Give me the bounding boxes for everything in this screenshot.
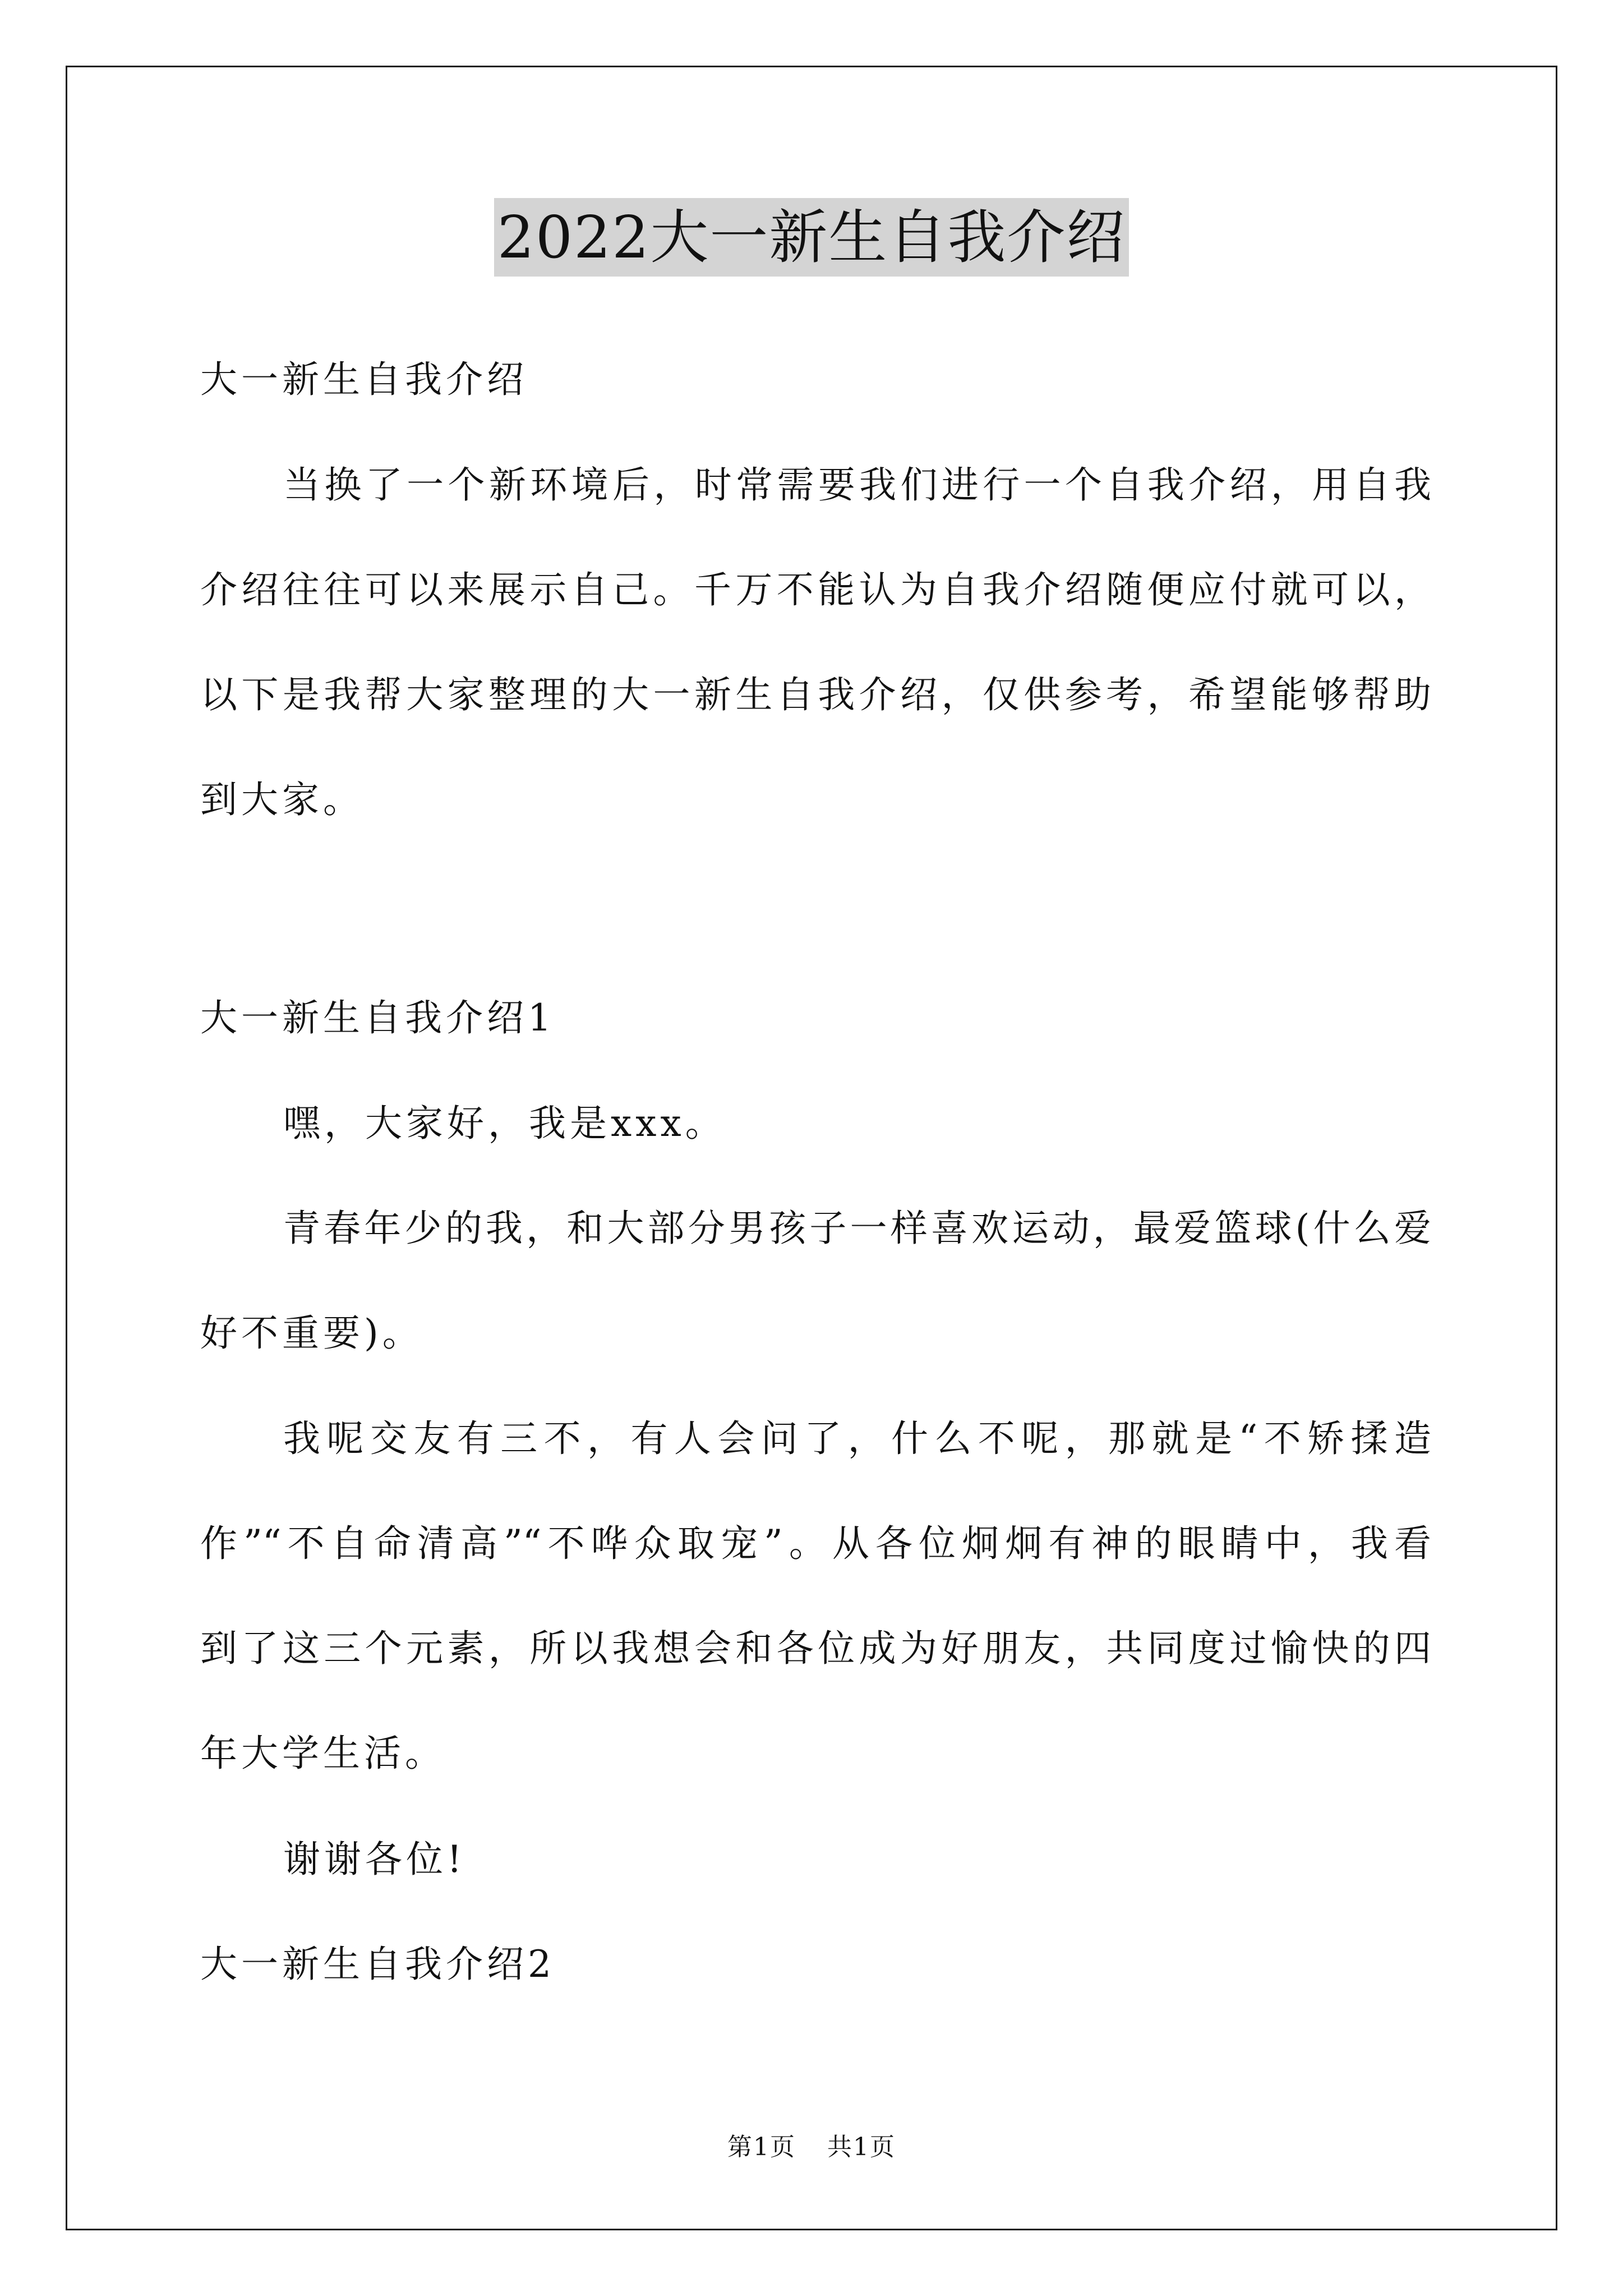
intro-paragraph-line-4: 到大家。 xyxy=(200,778,364,821)
greeting-line: 嘿，大家好，我是xxx。 xyxy=(283,1102,726,1145)
document-title: 2022大一新生自我介绍 xyxy=(494,198,1129,277)
page-footer xyxy=(0,2132,1623,2163)
hobby-paragraph-line-2: 好不重要)。 xyxy=(200,1312,423,1355)
friends-paragraph-line-2: 作”“不自命清高”“不哗众取宠”。从各位炯炯有神的眼睛中，我看 xyxy=(200,1522,1431,1565)
intro-paragraph-line-2: 介绍往往可以来展示自己。千万不能认为自我介绍随便应付就可以， xyxy=(200,568,1431,611)
intro-heading: 大一新生自我介绍 xyxy=(200,358,528,401)
friends-paragraph-line-1: 我呢交友有三不，有人会问了，什么不呢，那就是“不矫揉造 xyxy=(283,1417,1431,1460)
section-heading-2: 大一新生自我介绍2 xyxy=(200,1943,555,1986)
intro-paragraph-line-1: 当换了一个新环境后，时常需要我们进行一个自我介绍，用自我 xyxy=(283,463,1431,507)
friends-paragraph-line-3: 到了这三个元素，所以我想会和各位成为好朋友，共同度过愉快的四 xyxy=(200,1627,1431,1670)
page-number-current: 第1页 xyxy=(727,2133,796,2161)
page-number-total: 共1页 xyxy=(827,2133,896,2161)
friends-paragraph-line-4: 年大学生活。 xyxy=(200,1732,446,1775)
section-heading-1: 大一新生自我介绍1 xyxy=(200,996,555,1039)
hobby-paragraph-line-1: 青春年少的我，和大部分男孩子一样喜欢运动，最爱篮球(什么爱 xyxy=(283,1207,1431,1250)
thanks-line: 谢谢各位! xyxy=(283,1838,466,1881)
title-container xyxy=(0,198,1623,277)
intro-paragraph-line-3: 以下是我帮大家整理的大一新生自我介绍，仅供参考，希望能够帮助 xyxy=(200,673,1431,716)
